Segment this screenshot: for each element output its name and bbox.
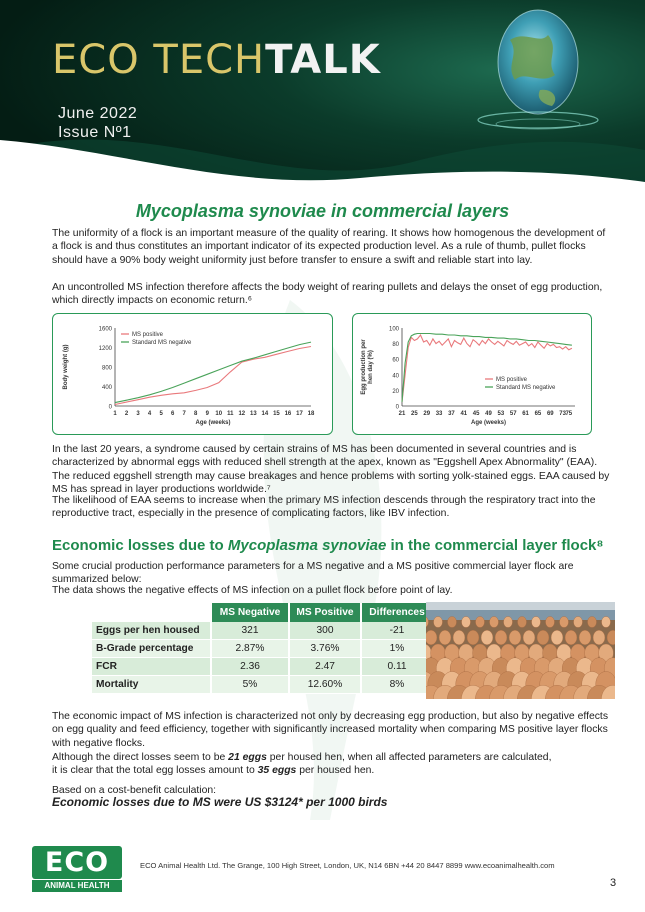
table-row	[92, 622, 433, 640]
x-tick-label: 57	[509, 411, 517, 417]
egg-shape	[574, 617, 583, 628]
header-banner	[0, 0, 645, 200]
table-cell-diff: 8%	[361, 676, 433, 694]
section2-title-pre: Economic losses due to	[52, 537, 228, 554]
x-tick-label: 3	[136, 411, 140, 417]
eggs-image	[426, 602, 615, 699]
paragraph-direct-losses	[52, 751, 612, 778]
body-weight-chart-svg	[53, 314, 332, 434]
page-number: 3	[610, 877, 617, 889]
x-tick-label: 41	[460, 411, 468, 417]
table-cell-neg: 2.87%	[211, 640, 289, 658]
table-header-row	[92, 603, 433, 622]
x-tick-label: 29	[423, 411, 431, 417]
losses-text-a: Although the direct losses seem to be	[52, 752, 229, 763]
egg-shape	[490, 617, 499, 628]
egg-shape	[537, 630, 549, 645]
brand-title-white: TALK	[265, 37, 381, 83]
paragraph-ms-infection: An uncontrolled MS infection therefore affects the body weight of rearing pullets and delays the onset of egg production, which directly impacts on economic return.⁶	[52, 282, 603, 307]
x-tick-label: 15	[273, 411, 280, 417]
x-tick-label: 5	[159, 411, 163, 417]
issue-date: June 2022	[58, 105, 138, 122]
egg-shape	[439, 630, 451, 645]
egg-shape	[593, 630, 605, 645]
paragraph-likelihood: The likelihood of EAA seems to increase when the primary MS infection descends through the respiratory tract into the reproductive tract, especially in the presence of complicating factors, like IBV infection.	[52, 495, 596, 520]
x-tick-label: 69	[546, 411, 554, 417]
section2-title-post: in the commercial layer flock⁸	[386, 537, 604, 554]
egg-shape	[504, 617, 513, 628]
egg-shape	[523, 630, 535, 645]
logo-text-main: ECO	[44, 847, 110, 878]
losses-35-eggs: 35 eggs	[257, 765, 297, 777]
egg-shape	[434, 617, 443, 628]
egg-shape	[579, 630, 591, 645]
x-tick-label: 53	[497, 411, 505, 417]
table-cell-neg: 5%	[211, 676, 289, 694]
egg-shape	[551, 630, 563, 645]
y-tick-label: 60	[392, 357, 399, 364]
table-cell-label: Mortality	[92, 676, 211, 694]
y-axis-label: Body weight (g)	[63, 344, 69, 390]
y-tick-label: 80	[392, 342, 399, 349]
x-tick-label: 73	[559, 411, 566, 417]
issue-number: Issue Nº1	[58, 124, 132, 141]
table-header-pos: MS Positive	[289, 603, 361, 622]
x-tick-label: 25	[411, 411, 418, 417]
egg-shape	[565, 630, 577, 645]
series-line-ms-negative	[402, 334, 572, 403]
chart-egg-production	[352, 313, 592, 435]
table-row	[92, 640, 433, 658]
x-tick-label: 17	[296, 411, 303, 417]
table-header-empty	[92, 603, 211, 622]
x-tick-label: 13	[250, 411, 257, 417]
egg-shape	[532, 617, 541, 628]
x-tick-label: 14	[261, 411, 269, 417]
egg-shape	[495, 630, 507, 645]
calc-label: Based on a cost-benefit calculation:	[52, 785, 217, 796]
losses-text-d: it is clear that the total egg losses amount to	[52, 765, 258, 777]
x-tick-label: 45	[472, 411, 480, 417]
egg-shape	[481, 630, 493, 645]
chart-body-weight	[52, 313, 333, 435]
egg-shape	[448, 617, 457, 628]
table-row	[92, 658, 433, 676]
legend-label: Standard MS negative	[132, 340, 192, 347]
legend-label: MS positive	[496, 377, 528, 384]
egg-shape	[509, 630, 521, 645]
egg-shape	[467, 630, 479, 645]
y-axis-label: hen day (%)	[368, 350, 374, 384]
eggs-photo	[426, 602, 615, 699]
losses-21-eggs: 21 eggs	[228, 752, 267, 763]
x-tick-label: 2	[124, 411, 129, 417]
brand-title-gold: ECO TECH	[52, 37, 266, 83]
eco-logo	[32, 846, 122, 892]
header-background	[0, 0, 645, 200]
x-tick-label: 49	[485, 411, 492, 417]
table-row	[92, 676, 433, 694]
x-tick-label: 7	[182, 411, 186, 417]
egg-shape	[476, 617, 485, 628]
series-line-ms-positive	[402, 335, 572, 402]
section2-title-italic: Mycoplasma synoviae	[227, 537, 387, 554]
y-tick-label: 1600	[98, 326, 112, 333]
x-tick-label: 61	[522, 411, 529, 417]
y-tick-label: 100	[388, 326, 399, 333]
y-tick-label: 0	[395, 404, 399, 411]
table-cell-label: Eggs per hen housed	[92, 622, 211, 640]
table-cell-neg: 2.36	[211, 658, 289, 676]
egg-shape	[588, 617, 597, 628]
x-tick-label: 16	[284, 411, 292, 417]
series-line-ms-negative	[115, 342, 311, 403]
calc-result: Economic losses due to MS were US $3124* per 1000 birds	[52, 795, 388, 809]
table-cell-neg: 321	[211, 622, 289, 640]
x-tick-label: 11	[227, 411, 234, 417]
y-tick-label: 0	[108, 404, 112, 411]
egg-shape	[518, 617, 527, 628]
x-tick-label: 10	[215, 411, 223, 417]
performance-table	[92, 603, 434, 694]
table-cell-diff: -21	[361, 622, 433, 640]
egg-shape	[453, 630, 465, 645]
egg-shape	[546, 617, 555, 628]
paragraph-intro: Some crucial production performance parameters for a MS negative and a MS positive commercial layer flock are summarized below:	[52, 561, 574, 586]
table-cell-diff: 1%	[361, 640, 433, 658]
y-tick-label: 800	[101, 365, 112, 372]
table-cell-label: FCR	[92, 658, 211, 676]
losses-text-c: per housed hen, when all affected parameters are calculated,	[266, 752, 552, 763]
section-title-economic	[52, 537, 604, 554]
paragraph-data-note: The data shows the negative effects of MS infection on a pullet flock before point of lay.	[52, 585, 453, 596]
table-header-neg: MS Negative	[211, 603, 289, 622]
x-tick-label: 12	[238, 411, 246, 417]
x-axis-label: Age (weeks)	[470, 420, 507, 426]
y-tick-label: 400	[101, 385, 112, 391]
x-tick-label: 33	[435, 411, 443, 417]
paragraph-economic-impact: The economic impact of MS infection is characterized not only by decreasing egg production, but also by negative effects on egg quality and feed efficiency, together with significantly increased mortality when comparing MS positive layer flocks with negative flocks.	[52, 711, 609, 749]
y-tick-label: 40	[392, 373, 399, 380]
x-tick-label: 65	[534, 411, 542, 417]
table-cell-pos: 3.76%	[289, 640, 361, 658]
table-cell-pos: 2.47	[289, 658, 361, 676]
y-tick-label: 20	[392, 388, 399, 395]
x-tick-label: 18	[307, 411, 315, 417]
paragraph-uniformity: The uniformity of a flock is an important measure of the quality of rearing. It shows how homogenous the development of a flock is and thus constitutes an important indicator of its expected production level. As a rule of thumb, pullet flocks should have a 90% body weight uniformity just before transfer to ensure a swift and reliable start into lay.	[52, 228, 606, 266]
x-axis-label: Age (weeks)	[195, 420, 231, 426]
logo-text-sub: ANIMAL HEALTH	[44, 881, 110, 890]
table-cell-pos: 300	[289, 622, 361, 640]
egg-shape	[426, 630, 437, 645]
x-tick-label: 1	[113, 411, 117, 417]
legend-label: MS positive	[132, 332, 164, 339]
brand-title	[52, 36, 381, 84]
table-cell-label: B-Grade percentage	[92, 640, 211, 658]
legend-label: Standard MS negative	[496, 385, 556, 392]
section-title-ms: Mycoplasma synoviae in commercial layers	[135, 201, 510, 221]
x-tick-label: 8	[194, 411, 198, 417]
y-axis-label: Egg production per	[361, 339, 367, 395]
egg-production-chart-svg	[353, 314, 591, 434]
egg-shape	[602, 617, 611, 628]
x-tick-label: 6	[170, 411, 175, 417]
x-tick-label: 9	[205, 411, 209, 417]
x-tick-label: 21	[398, 411, 406, 417]
table-cell-pos: 12.60%	[289, 676, 361, 694]
losses-text-f: per housed hen.	[296, 765, 375, 777]
egg-shape	[560, 617, 569, 628]
x-tick-label: 4	[147, 411, 152, 417]
x-tick-label: 37	[448, 411, 455, 417]
x-tick-label: 75	[565, 411, 573, 417]
y-tick-label: 1200	[98, 346, 112, 352]
footer-address: ECO Animal Health Ltd. The Grange, 100 High Street, London, UK, N14 6BN +44 20 8447 8899 www.ecoanimalhealth.com	[140, 861, 555, 870]
table-header-diff: Differences	[361, 603, 433, 622]
egg-shape	[462, 617, 471, 628]
paragraph-eaa: In the last 20 years, a syndrome caused by certain strains of MS has been documented in several countries and is characterized by abnormal eggs with reduced shell strength at the apex, known as "Eggshell Apex Abnormality" (EAA). The reduced eggshell strength may cause breakages and hence problems with sorting yolk-stained eggs. EAA caused by MS has spread in layer productions worldwide.⁷	[52, 444, 610, 496]
table-cell-diff: 0.11	[361, 658, 433, 676]
